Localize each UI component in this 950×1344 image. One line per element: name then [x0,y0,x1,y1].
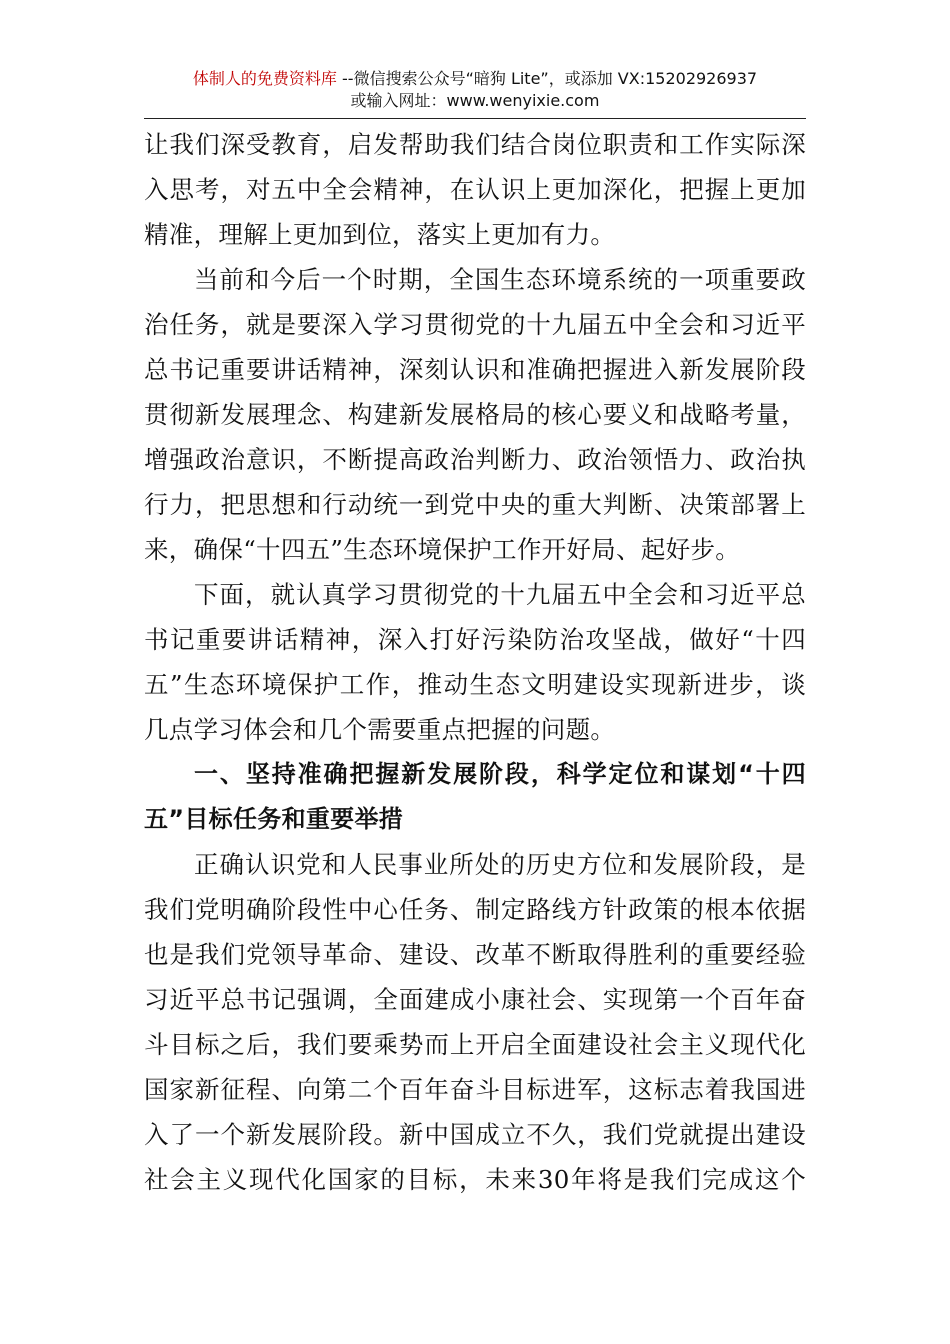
body-line: 精准，理解上更加到位，落实上更加有力。 [144,220,616,249]
body-line: 治任务，就是要深入学习贯彻党的十九届五中全会和习近平 [144,310,806,339]
body-line: 让我们深受教育，启发帮助我们结合岗位职责和工作实际深 [144,130,806,159]
watermark-header [144,68,806,112]
body-line: 贯彻新发展理念、构建新发展格局的核心要义和战略考量， [144,400,806,429]
body-line: 几点学习体会和几个需要重点把握的问题。 [144,715,616,744]
body-line: 我们党明确阶段性中心任务、制定路线方针政策的根本依据 [144,895,806,924]
document-body [144,122,806,1202]
body-line: 行力，把思想和行动统一到党中央的重大判断、决策部署上 [144,490,806,519]
body-line: 国家新征程、向第二个百年奋斗目标进军，这标志着我国进 [144,1075,806,1104]
body-line: 总书记重要讲话精神，深刻认识和准确把握进入新发展阶段 [144,355,806,384]
body-line: 入了一个新发展阶段。新中国成立不久，我们党就提出建设 [144,1120,806,1149]
header-line-1 [144,68,806,90]
section-heading: 五”目标任务和重要举措 [144,805,404,833]
header-note: --微信搜索公众号“暗狗 Lite”，或添加 VX:15202926937 [336,69,758,88]
body-line: 增强政治意识，不断提高政治判断力、政治领悟力、政治执 [144,445,806,474]
header-divider [144,118,806,119]
body-line: 斗目标之后，我们要乘势而上开启全面建设社会主义现代化 [144,1030,806,1059]
section-heading: 一、坚持准确把握新发展阶段，科学定位和谋划“十四 [194,760,806,788]
body-line: 正确认识党和人民事业所处的历史方位和发展阶段，是 [194,850,806,879]
body-line: 五”生态环境保护工作，推动生态文明建设实现新进步，谈 [144,670,806,699]
body-line: 也是我们党领导革命、建设、改革不断取得胜利的重要经验 [144,940,806,969]
body-line: 来，确保“十四五”生态环境保护工作开好局、起好步。 [144,535,741,564]
body-line: 社会主义现代化国家的目标，未来30年将是我们完成这个 [144,1165,806,1194]
body-line: 习近平总书记强调，全面建成小康社会、实现第一个百年奋 [144,985,806,1014]
header-website: 或输入网址：www.wenyixie.com [350,91,600,110]
header-brand: 体制人的免费资料库 [192,69,337,88]
body-line: 下面，就认真学习贯彻党的十九届五中全会和习近平总 [194,580,806,609]
body-line: 书记重要讲话精神，深入打好污染防治攻坚战，做好“十四 [144,625,806,654]
body-line: 当前和今后一个时期，全国生态环境系统的一项重要政 [194,265,806,294]
body-line: 入思考，对五中全会精神，在认识上更加深化，把握上更加 [144,175,806,204]
